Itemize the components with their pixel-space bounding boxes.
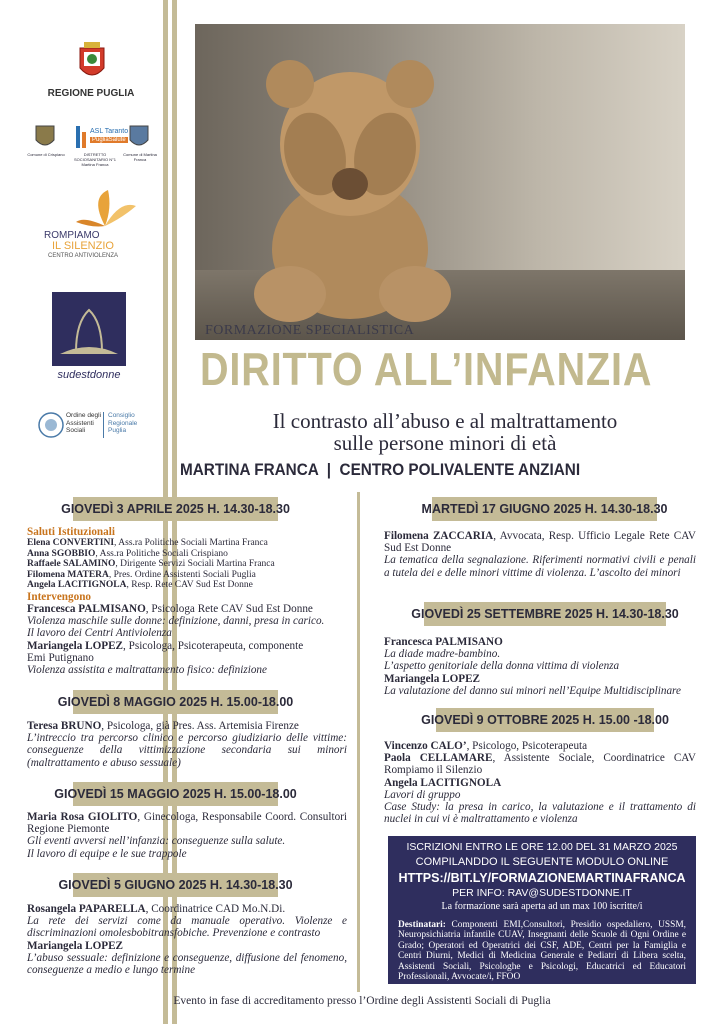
eyebrow-label: FORMAZIONE SPECIALISTICA bbox=[205, 323, 415, 338]
session-4-talk: La rete dei servizi come da manuale operativo. Violenze e discriminazioni omolesbobitransfobiche. Prevenzione e contrasto bbox=[27, 915, 347, 940]
session-2-date: GIOVEDÌ 8 MAGGIO 2025 H. 15.00-18.00 bbox=[73, 690, 278, 714]
registration-audience bbox=[398, 920, 686, 982]
session-5-date: MARTEDÌ 17 GIUGNO 2025 H. 14.30-18.30 bbox=[432, 497, 657, 521]
session-4-date: GIOVEDÌ 5 GIUGNO 2025 H. 14.30-18.30 bbox=[73, 873, 278, 897]
registration-link[interactable]: HTTPS://BIT.LY/FORMAZIONEMARTINAFRANCA bbox=[398, 871, 686, 885]
session-3-body bbox=[27, 811, 347, 860]
session-7-talk-1: Lavori di gruppo bbox=[384, 788, 461, 801]
order-divider bbox=[103, 412, 104, 438]
speaker-2-talk: Violenza assistita e maltrattamento fisico: definizione bbox=[27, 663, 267, 676]
session-1-date: GIOVEDÌ 3 APRILE 2025 H. 14.30-18.30 bbox=[73, 497, 278, 521]
session-2-body bbox=[27, 720, 347, 769]
council-text bbox=[108, 412, 137, 435]
regione-puglia-logo bbox=[78, 42, 106, 87]
region-name: REGIONE PUGLIA bbox=[47, 88, 135, 99]
session-6-body bbox=[384, 636, 696, 697]
center-divider bbox=[357, 492, 360, 992]
greeting-5: Angela LACITIGNOLA, Resp. Rete CAV Sud Est Donne bbox=[27, 580, 253, 591]
order-line3: Sociali bbox=[66, 427, 86, 434]
teddy-bear-photo bbox=[195, 24, 685, 340]
audience-label: Destinatari: bbox=[398, 920, 446, 930]
regione-puglia-crest-icon bbox=[78, 42, 106, 82]
teddy-bear-icon bbox=[235, 34, 465, 334]
session-4-speaker-2: Mariangela LOPEZ bbox=[27, 939, 124, 952]
location: MARTINA FRANCA | CENTRO POLIVALENTE ANZIANI bbox=[180, 460, 581, 479]
greeting-3: Raffaele SALAMINO, Dirigente Servizi Sociali Martina Franca bbox=[27, 559, 275, 570]
council-line2: Regionale bbox=[108, 419, 138, 427]
speaker-1: Francesca PALMISANO, Psicologa Rete CAV Sud Est Donne bbox=[27, 602, 313, 615]
butterfly-icon bbox=[70, 188, 140, 233]
session-1-body bbox=[27, 526, 353, 676]
martina-franca-crest-icon bbox=[128, 124, 150, 155]
session-6-talk-2: L’aspetto genitoriale della donna vittima di violenza bbox=[384, 660, 620, 673]
sudestdonne-mark-icon bbox=[52, 292, 126, 366]
greeting-2: Anna SGOBBIO, Ass.ra Politiche Sociali Crispiano bbox=[27, 548, 228, 559]
rompiamo-line3: CENTRO ANTIVIOLENZA bbox=[48, 253, 119, 259]
speaker-2: Mariangela LOPEZ, Psicologa, Psicoterapeuta, componente bbox=[27, 639, 304, 652]
session-6-talk-1: La diade madre-bambino. bbox=[384, 648, 501, 661]
greeting-1: Elena CONVERTINI, Ass.ra Politiche Sociali Martina Franca bbox=[27, 538, 268, 549]
registration-email[interactable]: PER INFO: RAV@SUDESTDONNE.IT bbox=[452, 887, 632, 899]
subtitle-line1: Il contrasto all’abuso e al maltrattamento bbox=[272, 409, 618, 433]
speaker-1-talk-1: Violenza maschile sulle donne: definizione, danni, presa in carico. bbox=[27, 615, 325, 628]
rompiamo-line2: IL SILENZIO bbox=[52, 240, 114, 252]
session-6-speaker: Francesca PALMISANO bbox=[384, 636, 503, 648]
rompiamo-line1: ROMPIAMO bbox=[44, 230, 100, 241]
registration-instruction: COMPILANDDO IL SEGUENTE MODULO ONLINE bbox=[415, 856, 669, 868]
speaker-2-role-2: Emi Putignano bbox=[27, 651, 94, 664]
greeting-4: Filomena MATERA, Pres. Ordine Assistenti Sociali Puglia bbox=[27, 569, 256, 580]
session-2-talk: L’intreccio tra percorso clinico e percorso giudiziario delle vittime: conseguenze della vittimizzazione secondaria sui minori (maltrattamento e abuso sessuale) bbox=[27, 732, 347, 769]
order-line2: Assistenti bbox=[66, 419, 94, 427]
session-3-date: GIOVEDÌ 15 MAGGIO 2025 H. 15.00-18.00 bbox=[73, 782, 278, 806]
registration-capacity: La formazione sarà aperta ad un max 100 iscritte/i bbox=[441, 901, 643, 912]
session-5-speaker: Filomena ZACCARIA, Avvocata, Resp. Ufficio Legale Rete CAV Sud Est Donne bbox=[384, 530, 696, 555]
session-5-body bbox=[384, 530, 696, 579]
asl-district: DISTRETTO SOCIOSANITARIO N°1 Martina Franca bbox=[74, 152, 116, 167]
session-6-speaker-2: Mariangela LOPEZ bbox=[384, 672, 481, 685]
order-text bbox=[66, 412, 101, 435]
session-7-date: GIOVEDÌ 9 OTTOBRE 2025 H. 15.00 -18.00 bbox=[436, 708, 654, 732]
session-3-talk-2: Il lavoro di equipe e le sue trappole bbox=[27, 847, 187, 860]
session-6-date: GIOVEDÌ 25 SETTEMBRE 2025 H. 14.30-18.30 bbox=[424, 602, 666, 626]
asl-logo-icon bbox=[76, 126, 88, 153]
municipality-left: Comune di Crispiano bbox=[27, 152, 65, 157]
speaker-1-talk-2: Il lavoro dei Centri Antiviolenza bbox=[27, 627, 172, 640]
registration-box bbox=[388, 836, 696, 984]
order-line1: Ordine degli bbox=[66, 412, 102, 419]
council-line1: Consiglio bbox=[108, 412, 135, 419]
asl-name: ASL Taranto bbox=[90, 128, 129, 135]
order-logo-icon bbox=[38, 412, 64, 443]
session-3-talk-1: Gli eventi avversi nell’infanzia: conseguenze sulla salute. bbox=[27, 835, 286, 848]
session-7-speaker-2: Paola CELLAMARE, Assistente Sociale, Coordinatrice CAV Rompiamo il Silenzio bbox=[384, 752, 696, 777]
session-7-talk-2: Case Study: la presa in carico, la valutazione e il trattamento di nuclei in cui vi è maltrattamento e violenza bbox=[384, 801, 696, 826]
municipality-right: Comune di Martina Franca bbox=[123, 152, 157, 162]
speakers-heading: Intervengono bbox=[27, 590, 92, 603]
session-7-body bbox=[384, 740, 696, 825]
session-7-speaker-1: Vincenzo CALO’, Psicologo, Psicoterapeuta bbox=[384, 740, 588, 752]
session-2-speaker: Teresa BRUNO, Psicologa, già Pres. Ass. Artemisia Firenze bbox=[27, 720, 299, 732]
session-6-talk-3: La valutazione del danno sui minori nell’Equipe Multidisciplinare bbox=[384, 684, 681, 697]
sudestdonne-logo bbox=[52, 292, 126, 366]
session-4-talk-2: L’abuso sessuale: definizione e conseguenze, diffusione del fenomeno, conseguenze a medio e lungo termine bbox=[27, 951, 347, 977]
crispiano-crest-icon bbox=[34, 124, 56, 155]
council-line3: Puglia bbox=[108, 427, 127, 434]
greetings-heading: Saluti Istituzionali bbox=[27, 526, 115, 538]
session-3-speaker: Maria Rosa GIOLITO, Ginecologa, Responsabile Coord. Consultori Regione Piemonte bbox=[27, 811, 347, 836]
subtitle bbox=[195, 410, 695, 454]
sudestdonne-name: sudestdonne bbox=[57, 369, 121, 381]
session-4-body bbox=[27, 903, 347, 976]
audience-list: Componenti EMI,Consultori, Presidio ospedaliero, USSM, Neuropsichiatria infantile CUAV, Insegnanti delle Scuole di Ogni Ordine e Grado; Operatori ed Operatrici dei CSF, ADE, Centri per la Famiglia e Centri Diurni, Medici di Medicina Generale e Pediatri di Libera scelta, Assistenti Sociali, Psicologhe e Psicologi, Educatrici ed Educatori Professionali, Avvocate/i, FFOO bbox=[398, 920, 686, 983]
asl-brand: PugliaSalute bbox=[92, 137, 126, 143]
session-7-speaker-3: Angela LACITIGNOLA bbox=[384, 776, 502, 789]
session-4-speaker: Rosangela PAPARELLA, Coordinatrice CAD Mo.N.Di. bbox=[27, 903, 286, 915]
page-title: DIRITTO ALL’INFANZIA bbox=[200, 343, 653, 395]
subtitle-line2: sulle persone minori di età bbox=[333, 431, 557, 455]
registration-deadline: ISCRIZIONI ENTRO LE ORE 12.00 DEL 31 MARZO 2025 bbox=[406, 841, 678, 853]
session-5-talk: La tematica della segnalazione. Riferimenti normativi civili e penali a tutela dei e delle minori vittime di violenza. L’ascolto dei minori bbox=[384, 554, 696, 579]
footer-note: Evento in fase di accreditamento presso l’Ordine degli Assistenti Sociali di Puglia bbox=[173, 995, 551, 1007]
